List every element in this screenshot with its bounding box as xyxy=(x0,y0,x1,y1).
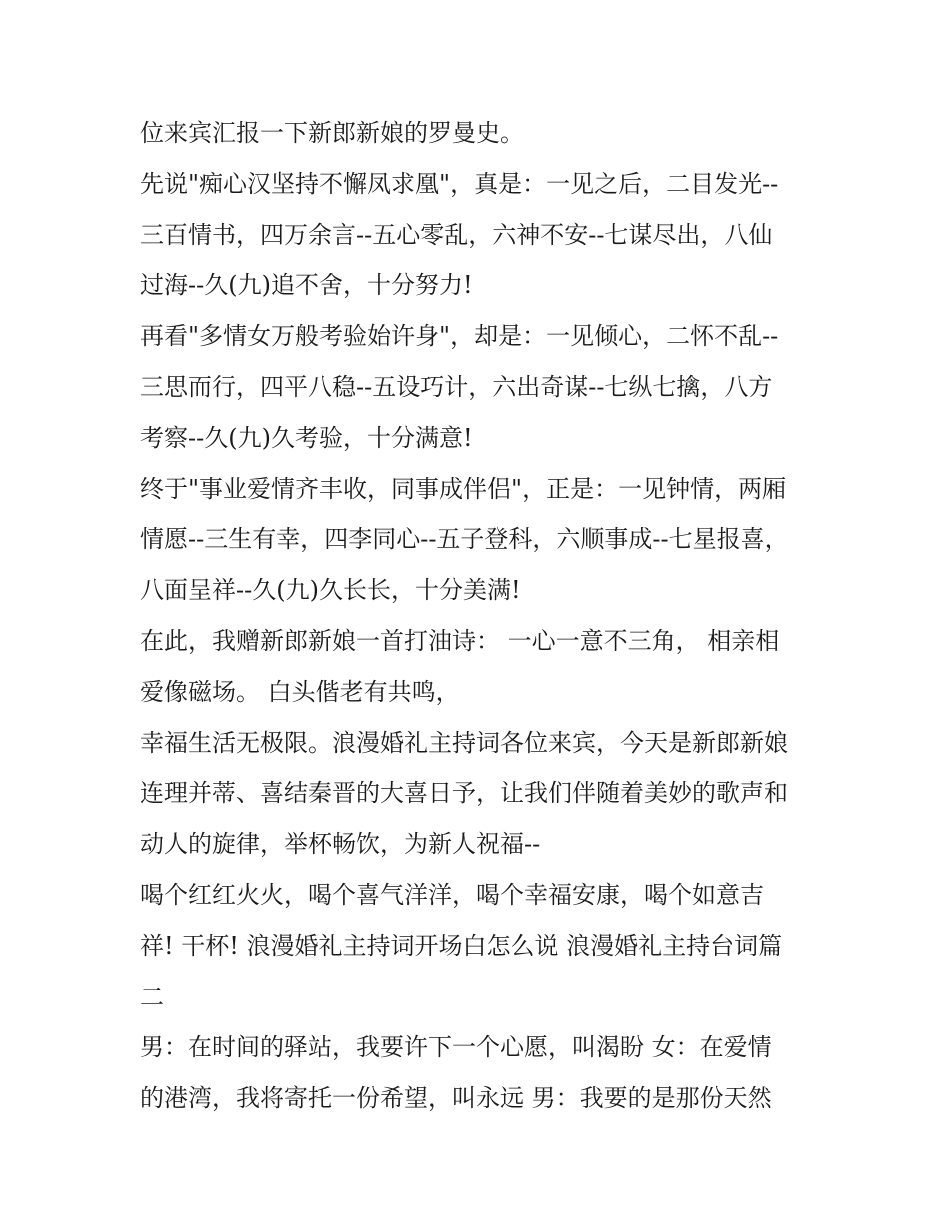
text-line: 先说"痴心汉坚持不懈凤求凰"，真是：一见之后，二目发光-- xyxy=(140,169,779,198)
text-line: 再看"多情女万般考验始许身"，却是：一见倾心，二怀不乱-- xyxy=(140,322,779,351)
text-line: 动人的旋律，举杯畅饮，为新人祝福-- xyxy=(140,830,541,859)
text-line: 位来宾汇报一下新郎新娘的罗曼史。 xyxy=(140,119,524,147)
text-line: 二 xyxy=(140,982,164,1011)
text-line: 男：在时间的驿站，我要许下一个心愿，叫渴盼 女：在爱情 xyxy=(140,1033,772,1062)
text-line: 三思而行，四平八稳--五设巧计，六出奇谋--七纵七擒，八方 xyxy=(140,372,773,401)
text-line: 情愿--三生有幸，四李同心--五子登科，六顺事成--七星报喜， xyxy=(140,525,789,554)
text-line: 喝个红红火火，喝个喜气洋洋，喝个幸福安康，喝个如意吉 xyxy=(140,880,764,909)
text-line: 在此，我赠新郎新娘一首打油诗： 一心一意不三角， 相亲相 xyxy=(140,626,780,655)
text-line: 三百情书，四万余言--五心零乱，六神不安--七谋尽出，八仙 xyxy=(140,220,773,249)
text-line: 爱像磁场。 白头偕老有共鸣， xyxy=(140,677,460,706)
text-line: 终于"事业爱情齐丰收，同事成伴侣"，正是：一见钟情，两厢 xyxy=(140,474,787,503)
body-text xyxy=(140,108,830,1124)
text-line: 幸福生活无极限。浪漫婚礼主持词各位来宾，今天是新郎新娘 xyxy=(140,728,788,757)
text-line: 的港湾，我将寄托一份希望，叫永远 男：我要的是那份天然 xyxy=(140,1084,772,1113)
text-line: 考察--久(九)久考验，十分满意! xyxy=(140,423,473,452)
text-line: 连理并蒂、喜结秦晋的大喜日予，让我们伴随着美妙的歌声和 xyxy=(140,779,788,808)
text-line: 过海--久(九)追不舍，十分努力! xyxy=(140,271,473,300)
text-line: 祥! 干杯! 浪漫婚礼主持词开场白怎么说 浪漫婚礼主持台词篇 xyxy=(140,931,783,960)
text-line: 八面呈祥--久(九)久长长，十分美满! xyxy=(140,576,521,605)
